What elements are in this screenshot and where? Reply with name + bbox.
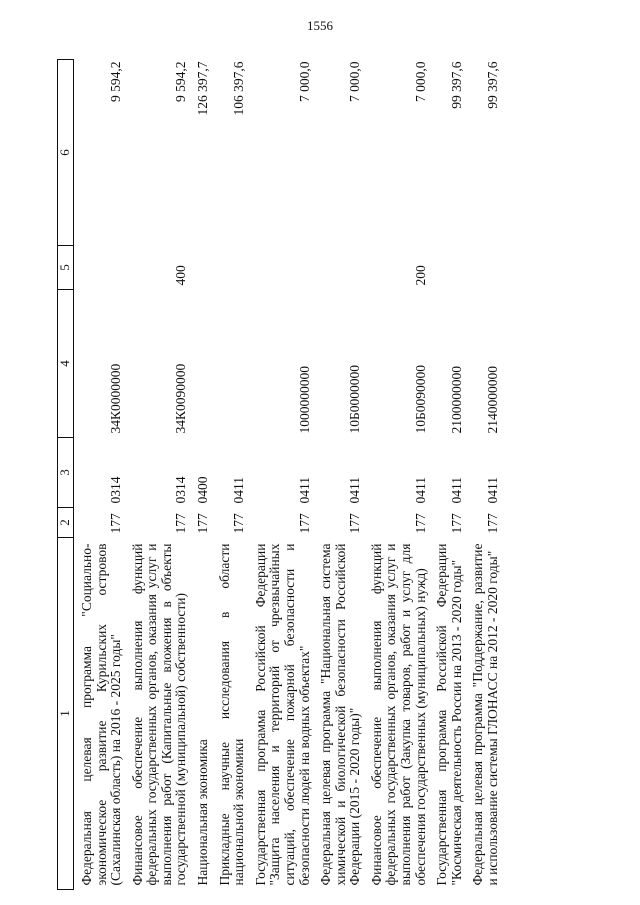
row-ministry-code: 177 bbox=[231, 513, 247, 534]
row-expense-type bbox=[429, 246, 465, 290]
row-section-code: 0411 bbox=[231, 477, 247, 504]
row-ministry-code: 177 bbox=[195, 513, 211, 534]
row-ministry-code: 177 bbox=[448, 513, 464, 534]
row-target-article: 10Б0000000 bbox=[347, 364, 363, 434]
row-name: Финансовое обеспечение выполнения функций федеральных государственных органов, оказания услуг и выполнения работ (Закупка товаров, работ и услуг для обеспечения государственных (муниципальных) нужд) bbox=[368, 543, 428, 886]
row-amount: 99 397,6 bbox=[484, 61, 500, 109]
row-amount: 126 397,7 bbox=[195, 61, 211, 116]
table-row bbox=[364, 60, 429, 890]
row-section-code: 0411 bbox=[347, 477, 363, 504]
row-target-article: 1000000000 bbox=[296, 366, 312, 434]
row-expense-type: 400 bbox=[173, 265, 189, 286]
row-expense-type bbox=[313, 246, 364, 290]
row-name: Государственная программа Российской Федерации "Защита населения и территорий от чрезвычайных ситуаций, обеспечение пожарной безопасности и безопасности людей на водных объектах" bbox=[252, 543, 312, 886]
row-section-code: 0314 bbox=[108, 476, 124, 504]
budget-table bbox=[57, 59, 501, 890]
row-section-code: 0314 bbox=[173, 476, 189, 504]
row-expense-type bbox=[74, 246, 125, 290]
header-col-2: 2 bbox=[58, 508, 74, 538]
row-amount: 99 397,6 bbox=[448, 61, 464, 109]
header-col-5: 5 bbox=[58, 246, 74, 290]
row-name: Национальная экономика bbox=[195, 739, 211, 886]
row-target-article: 2100000000 bbox=[448, 366, 464, 434]
rotated-table-area bbox=[57, 60, 577, 890]
table-row bbox=[125, 60, 190, 890]
row-target-article: 2140000000 bbox=[484, 366, 500, 434]
row-amount: 9 594,2 bbox=[173, 61, 189, 102]
row-expense-type bbox=[248, 246, 313, 290]
row-name: Государственная программа Российской Федерации "Космическая деятельность России на 2013 - 2020 годы" bbox=[434, 543, 464, 886]
table-row bbox=[429, 60, 465, 890]
row-ministry-code: 177 bbox=[484, 513, 500, 534]
page-number: 1556 bbox=[307, 18, 333, 33]
row-expense-type bbox=[212, 246, 248, 290]
row-amount: 7 000,0 bbox=[412, 61, 428, 102]
row-section-code: 0411 bbox=[296, 477, 312, 504]
header-col-4: 4 bbox=[58, 290, 74, 438]
header-col-1: 1 bbox=[58, 538, 74, 890]
table-row bbox=[190, 60, 212, 890]
row-section-code: 0411 bbox=[484, 477, 500, 504]
header-row bbox=[58, 60, 74, 890]
row-name: Федеральная целевая программа "Социально-экономическое развитие Курильских островов (Сахалинская область) на 2016 - 2025 годы" bbox=[79, 543, 124, 886]
row-target-article bbox=[212, 290, 248, 438]
header-col-6: 6 bbox=[58, 60, 74, 246]
row-section-code: 0411 bbox=[412, 477, 428, 504]
table-row bbox=[212, 60, 248, 890]
table-row bbox=[465, 60, 501, 890]
row-name: Федеральная целевая программа "Национальная система химической и биологической безопасности Российской Федерации (2015 - 2020 годы)" bbox=[318, 543, 363, 886]
row-ministry-code: 177 bbox=[173, 513, 189, 534]
row-section-code: 0400 bbox=[195, 476, 211, 504]
row-name: Федеральная целевая программа "Поддержание, развитие и использование системы ГЛОНАСС на 2012 - 2020 годы" bbox=[470, 543, 500, 886]
header-col-3: 3 bbox=[58, 438, 74, 508]
row-target-article: 34К0090000 bbox=[173, 363, 189, 434]
row-ministry-code: 177 bbox=[412, 513, 428, 534]
row-target-article: 34К0000000 bbox=[108, 363, 124, 434]
table-row bbox=[248, 60, 313, 890]
row-target-article bbox=[190, 290, 212, 438]
row-amount: 9 594,2 bbox=[108, 61, 124, 102]
row-ministry-code: 177 bbox=[108, 513, 124, 534]
table-row bbox=[313, 60, 364, 890]
row-name: Прикладные научные исследования в области национальной экономики bbox=[216, 543, 247, 886]
row-amount: 7 000,0 bbox=[296, 61, 312, 102]
table-row bbox=[74, 60, 125, 890]
row-name: Финансовое обеспечение выполнения функций федеральных государственных органов, оказания услуг и выполнения работ (Капитальные вложения в объекты государственной (муниципальной) собственности) bbox=[129, 543, 189, 886]
row-expense-type: 200 bbox=[412, 265, 428, 286]
row-ministry-code: 177 bbox=[347, 513, 363, 534]
row-target-article: 10Б0090000 bbox=[412, 364, 428, 434]
row-expense-type bbox=[465, 246, 501, 290]
row-amount: 106 397,6 bbox=[231, 61, 247, 116]
row-expense-type bbox=[190, 246, 212, 290]
row-section-code: 0411 bbox=[448, 477, 464, 504]
row-ministry-code: 177 bbox=[296, 513, 312, 534]
row-amount: 7 000,0 bbox=[347, 61, 363, 102]
